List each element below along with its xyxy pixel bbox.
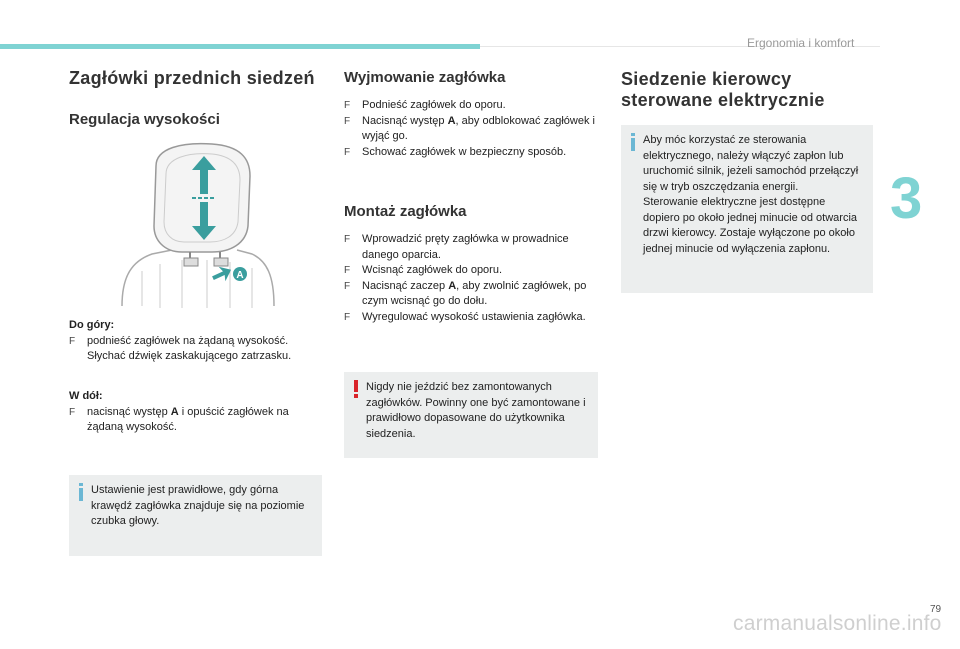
subtitle-height-adjustment: Regulacja wysokości <box>69 111 220 128</box>
info-note-text: Ustawienie jest prawidłowe, gdy górna krawędź zagłówka znajduje się na poziomie czubka głowy. <box>91 484 305 527</box>
warning-note-text: Nigdy nie jeździć bez zamontowanych zagłówków. Powinny one być zamontowane i prawidłowo dopasowane do użytkownika siedzenia. <box>366 381 586 440</box>
up-down-arrow-icon <box>192 156 216 240</box>
bullet-icon: F <box>344 234 351 245</box>
info-note-text: Aby móc korzystać ze sterowania elektrycznego, należy włączyć zapłon lub uruchomić silnik, jeżeli samochód przełączył się w tryb oszczędzania energii. Sterowanie elektryczne jest dostępne dopiero po około jednej minucie od otwarcia drzwi kierowcy. Zostaje wyłączone po około jednej minucie od wyłączenia zapłonu. <box>643 134 859 255</box>
down-heading: W dół: <box>69 390 103 402</box>
bullet-icon: F <box>344 311 351 323</box>
watermark: carmanualsonline.info <box>733 612 942 635</box>
warning-note <box>344 372 598 458</box>
chapter-number: 3 <box>890 166 923 231</box>
marker-a-label: A <box>236 270 244 281</box>
info-icon <box>627 133 639 151</box>
info-note-height <box>69 475 322 556</box>
bullet-icon: F <box>69 335 76 347</box>
column-electric-seat <box>621 69 861 111</box>
bullet-icon: F <box>344 265 351 276</box>
bullet-icon: F <box>69 406 76 418</box>
list-item: F Wcisnąć zagłówek do oporu. <box>344 263 599 279</box>
section-title: Ergonomia i komfort <box>747 36 855 50</box>
list-item: F Nacisnąć zaczep A, aby zwolnić zagłówek, po czym wcisnąć go do dołu. <box>344 279 587 307</box>
up-instructions <box>69 318 324 365</box>
list-item: F Wprowadzić pręty zagłówka w prowadnice danego oparcia. <box>344 233 569 261</box>
bullet-icon: F <box>344 280 351 292</box>
down-instructions <box>69 389 324 436</box>
bullet-icon: F <box>344 100 351 111</box>
column-headrests <box>69 68 329 128</box>
page-title: Zagłówki przednich siedzeń <box>69 68 315 88</box>
info-icon <box>75 483 87 501</box>
info-note-electric <box>621 125 873 293</box>
list-item: F nacisnąć występ A i opuścić zagłówek na żądaną wysokość. <box>69 405 289 433</box>
list-item: F podnieść zagłówek na żądaną wysokość. Słychać dźwięk zaskakującego zatrzasku. <box>69 334 292 362</box>
list-item: F Wyregulować wysokość ustawienia zagłówka. <box>344 310 599 326</box>
list-item: F Schować zagłówek w bezpieczny sposób. <box>344 145 599 161</box>
list-item: F Nacisnąć występ A, aby odblokować zagłówek i wyjąć go. <box>344 114 595 142</box>
column-removal <box>344 69 599 160</box>
mount-title: Montaż zagłówka <box>344 203 467 220</box>
bullet-icon: F <box>344 115 351 127</box>
electric-seat-title: Siedzenie kierowcy sterowane elektrycznie <box>621 69 825 110</box>
header-accent-bar <box>0 44 480 49</box>
bullet-icon: F <box>344 146 351 158</box>
up-heading: Do góry: <box>69 319 115 331</box>
warning-icon <box>350 380 362 398</box>
headrest-illustration <box>112 136 282 311</box>
removal-title: Wyjmowanie zagłówka <box>344 69 506 86</box>
list-item: F Podnieść zagłówek do oporu. <box>344 98 599 114</box>
column-mounting <box>344 203 599 325</box>
page-number: 79 <box>930 604 942 615</box>
